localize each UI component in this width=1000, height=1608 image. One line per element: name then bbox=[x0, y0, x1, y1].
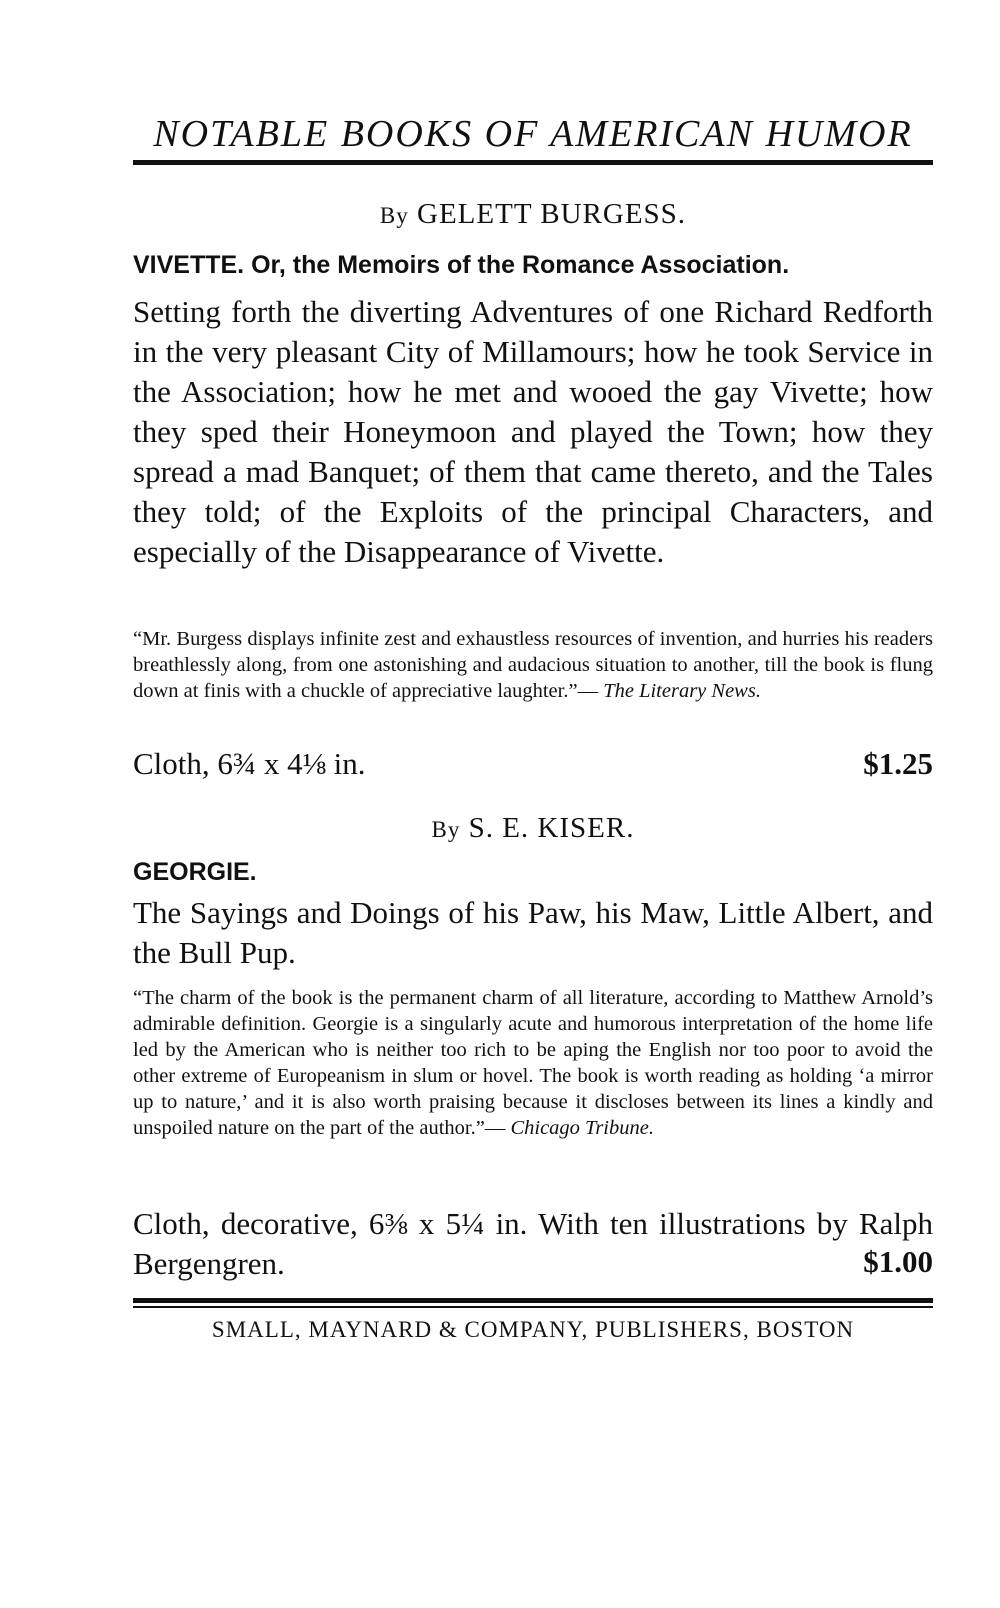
book-review-vivette bbox=[133, 626, 933, 704]
review-source: Chicago Tribune. bbox=[510, 1117, 654, 1139]
author-name: GELETT BURGESS. bbox=[417, 198, 687, 230]
author-byline-kiser bbox=[133, 812, 933, 845]
review-source: The Literary News. bbox=[603, 680, 761, 702]
author-name: S. E. KISER. bbox=[468, 812, 635, 844]
review-text: “Mr. Burgess displays infinite zest and exhaustless resources of invention, and hurries his readers breathlessly along, from one astonishing and audacious situation to another, till the book is flung down at finis with a chuckle of appreciative laughter.”— bbox=[133, 628, 933, 702]
review-text: “The charm of the book is the permanent charm of all literature, according to Matthew Arnold’s admirable definition. Georgie is a singularly acute and humorous interpretation of the home life led by the American who is neither too rich to be aping the English nor too poor to avoid the other extreme of Europeanism in slum or hovel. The book is worth reading as holding ‘a mirror up to nature,’ and it is also worth praising because it discloses between its lines a kindly and unspoiled nature on the part of the author.”— bbox=[133, 987, 933, 1139]
book-format-vivette bbox=[133, 746, 933, 782]
byline-prefix: By bbox=[431, 817, 461, 842]
book-price-row-georgie bbox=[133, 1244, 933, 1284]
publisher-imprint: SMALL, MAYNARD & COMPANY, PUBLISHERS, BOSTON bbox=[211, 1317, 855, 1342]
price-label: $1.25 bbox=[863, 746, 933, 781]
page-title: NOTABLE BOOKS OF AMERICAN HUMOR bbox=[153, 113, 913, 155]
footer-rule-thin bbox=[133, 1306, 933, 1308]
book-title-vivette: VIVETTE. Or, the Memoirs of the Romance Association. bbox=[133, 251, 790, 279]
footer-rule-thick bbox=[133, 1298, 933, 1303]
format-text: Cloth, decorative, 6⅜ x 5¼ in. With ten illustrations by Ralph Bergengren. bbox=[133, 1206, 933, 1281]
byline-prefix: By bbox=[379, 203, 409, 228]
book-description-vivette: Setting forth the diverting Adventures of one Richard Redforth in the very pleasant City of Millamours; how he took Service in the Association; how he met and wooed the gay Vivette; how they sped their Honeymoon and played the Town; how they spread a mad Banquet; of them that came thereto, and the Tales they told; of the Exploits of the principal Characters, and especially of the Disappearance of Vivette. bbox=[133, 294, 933, 569]
book-description-georgie: The Sayings and Doings of his Paw, his Maw, Little Albert, and the Bull Pup. bbox=[133, 895, 933, 970]
book-review-georgie bbox=[133, 985, 933, 1141]
author-byline-burgess bbox=[133, 198, 933, 231]
price-label: $1.00 bbox=[863, 1244, 933, 1279]
format-text: Cloth, 6¾ x 4⅛ in. bbox=[133, 746, 366, 781]
book-title-georgie: GEORGIE. bbox=[133, 858, 257, 886]
header-rule bbox=[133, 160, 933, 165]
